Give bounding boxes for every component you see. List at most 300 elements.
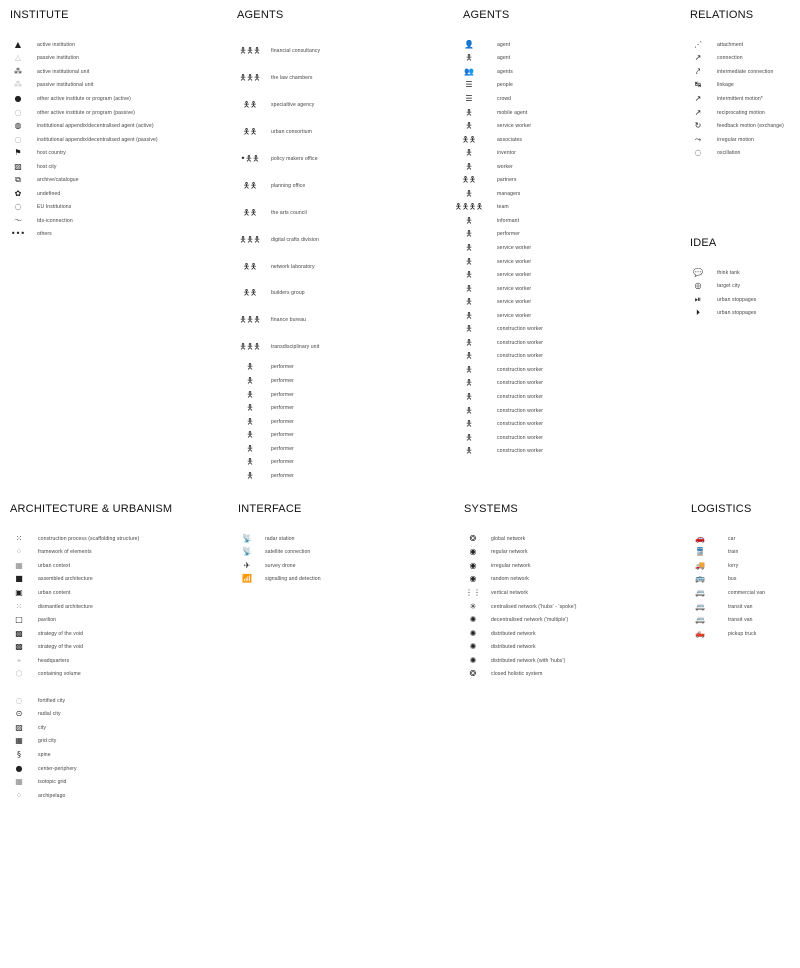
legend-item-institutional-appendix-decentralised-agent-passive xyxy=(10,133,158,147)
center-periphery-icon: ● xyxy=(15,763,23,773)
legend-item-city xyxy=(10,721,77,735)
legend-item-think-tank xyxy=(690,266,756,280)
legend-label: tds-iconnection xyxy=(37,217,73,224)
legend-label: closed holistic system xyxy=(491,671,543,678)
legend-item-headquarters xyxy=(10,654,139,668)
legend-label: performer xyxy=(271,445,294,452)
regular-network-icon: ◉ xyxy=(469,547,477,557)
passive-institutional-unit-icon: ⁂ xyxy=(14,80,22,90)
car-icon: 🚗 xyxy=(695,533,705,543)
urban-stoppages-icon: ⏵ xyxy=(696,308,700,318)
legend-item-people xyxy=(455,79,543,93)
worker-icon: 🯅 xyxy=(465,161,473,171)
distributed-network-icon: ✺ xyxy=(469,628,477,638)
legend-label: pickup truck xyxy=(728,630,757,637)
legend-item-service-worker xyxy=(455,309,543,323)
construction-process-scaffolding-structure-icon: ⁙ xyxy=(15,533,23,543)
construction-worker-icon: 🯅 xyxy=(465,405,473,415)
legend-label: framework of elements xyxy=(38,549,92,556)
spine-icon: § xyxy=(17,749,21,759)
legend-label: passive institutional unit xyxy=(37,82,94,89)
legend-label: containing volume xyxy=(38,671,81,678)
legend-label: urban consortium xyxy=(271,129,312,136)
legend-item-urban-context xyxy=(10,559,139,573)
legend-item-transit-van xyxy=(691,600,765,614)
legend-label: irregular network xyxy=(491,562,531,569)
architecture-list xyxy=(10,532,139,681)
legend-item-distributed-network-with-hubs xyxy=(464,654,577,668)
legend-label: city xyxy=(38,724,47,731)
interface-heading: INTERFACE xyxy=(238,503,302,515)
vertical-network-icon: ⋮⋮ xyxy=(465,587,481,597)
legend-item-survey-drone xyxy=(238,559,321,573)
performer-icon: 🯅 xyxy=(246,470,254,480)
legend-label: specialtive agency xyxy=(271,102,315,109)
legend-item-service-worker xyxy=(455,119,543,133)
radial-city-icon: ⊙ xyxy=(15,709,23,719)
service-worker-icon: 🯅 xyxy=(465,121,473,131)
legend-label: transit van xyxy=(728,617,753,624)
service-worker-icon: 🯅 xyxy=(465,283,473,293)
legend-item-service-worker xyxy=(455,241,543,255)
managers-icon: 🯅 xyxy=(465,188,473,198)
performer-icon: 🯅 xyxy=(246,403,254,413)
legend-item-oscillation xyxy=(690,146,784,160)
signalling-and-detection-icon: 📶 xyxy=(242,574,252,584)
legend-item-performer xyxy=(237,415,320,429)
legend-label: archipelago xyxy=(38,792,66,799)
legend-item-institutional-appendix-decentralised-agent-active xyxy=(10,119,158,133)
connection-icon: ↗ xyxy=(694,53,702,63)
legend-label: service worker xyxy=(497,258,532,265)
legend-label: performer xyxy=(271,459,294,466)
legend-label: urban stoppages xyxy=(717,296,757,303)
interface-list xyxy=(238,532,321,586)
performer-icon: 🯅 xyxy=(246,443,254,453)
pavilion-icon: □ xyxy=(15,615,23,625)
legend-label: intermittent motion* xyxy=(717,95,763,102)
legend-item-fortified-city xyxy=(10,694,77,708)
legend-label: performer xyxy=(271,391,294,398)
legend-label: assembled architecture xyxy=(38,576,93,583)
legend-item-team xyxy=(455,201,543,215)
intermediate-connection-icon: ⤤ xyxy=(695,66,701,76)
archive-catalogue-icon: ⧉ xyxy=(15,175,21,185)
train-icon: 🚆 xyxy=(695,547,705,557)
legend-item-inventor xyxy=(455,146,543,160)
assembled-architecture-icon: ■ xyxy=(15,574,23,584)
global-network-icon: ❂ xyxy=(469,533,477,543)
survey-drone-icon: ✈ xyxy=(243,560,251,570)
host-city-icon: ▨ xyxy=(14,161,22,171)
legend-item-construction-worker xyxy=(455,336,543,350)
the-law-chambers-icon: 🯅🯅🯅 xyxy=(239,73,261,83)
legend-item-construction-worker xyxy=(455,363,543,377)
active-institution-icon: ▲ xyxy=(14,39,22,49)
legend-label: performer xyxy=(271,378,294,384)
agents-people-heading: AGENTS xyxy=(463,9,510,21)
legend-item-performer xyxy=(237,401,320,415)
legend-label: active institutional unit xyxy=(37,68,90,75)
legend-label: institutional appendix/decentralised agent (active) xyxy=(37,123,154,130)
legend-label: service worker xyxy=(497,312,532,319)
legend-item-passive-institution xyxy=(10,52,158,66)
others-icon: ••• xyxy=(10,229,26,239)
legend-item-service-worker xyxy=(455,268,543,282)
legend-item-construction-worker xyxy=(455,417,543,431)
legend-item-specialtive-agency xyxy=(237,92,320,119)
legend-item-isotopic-grid xyxy=(10,775,77,789)
legend-item-other-active-institute-or-program-active xyxy=(10,92,158,106)
institute-heading: INSTITUTE xyxy=(10,9,69,21)
isotopic-grid-icon: ▦ xyxy=(15,777,23,787)
the-arts-council-icon: 🯅🯅 xyxy=(242,207,258,217)
legend-label: construction worker xyxy=(497,353,544,360)
closed-holistic-system-icon: ❂ xyxy=(469,669,477,679)
legend-label: the arts council xyxy=(271,209,307,216)
legend-item-performer xyxy=(237,361,320,375)
legend-label: performer xyxy=(497,231,520,238)
legend-label: construction worker xyxy=(497,448,544,455)
legend-item-decentralised-network-multiple xyxy=(464,613,577,627)
legend-label: distributed network xyxy=(491,630,536,637)
idea-list xyxy=(690,266,756,320)
legend-item-network-laboratory xyxy=(237,253,320,280)
finance-bureau-icon: 🯅🯅🯅 xyxy=(239,315,261,325)
legend-label: agent xyxy=(497,41,511,48)
agents-groups-heading: AGENTS xyxy=(237,9,284,21)
legend-label: service worker xyxy=(497,285,532,292)
people-icon: ☰ xyxy=(465,80,473,90)
legend-item-associates xyxy=(455,133,543,147)
legend-item-service-worker xyxy=(455,255,543,269)
legend-label: performer xyxy=(271,405,294,412)
performer-icon: 🯅 xyxy=(246,389,254,399)
lorry-icon: 🚚 xyxy=(695,560,705,570)
crowd-icon: ☰ xyxy=(465,93,473,103)
legend-item-service-worker xyxy=(455,282,543,296)
legend-item-radar-station xyxy=(238,532,321,546)
legend-label: urban content xyxy=(38,589,71,596)
legend-label: construction worker xyxy=(497,434,544,441)
legend-item-feedback-motion-exchange xyxy=(690,119,784,133)
planning-office-icon: 🯅🯅 xyxy=(242,180,258,190)
agent-icon: 🯅 xyxy=(465,53,473,63)
construction-worker-icon: 🯅 xyxy=(465,419,473,429)
legend-label: construction worker xyxy=(497,366,544,373)
legend-label: agents xyxy=(497,68,513,75)
legend-label: agent xyxy=(497,55,511,62)
institutional-appendix-decentralised-agent-active-icon: ◍ xyxy=(14,121,22,131)
institute-list xyxy=(10,38,158,241)
legend-item-car xyxy=(691,532,765,546)
legend-label: inventor xyxy=(497,150,516,157)
reciprocating-motion-icon: ↗ xyxy=(694,107,702,117)
legend-label: host country xyxy=(37,150,66,157)
legend-label: think tank xyxy=(717,269,740,276)
legend-label: signalling and detection xyxy=(265,576,321,583)
legend-label: active institution xyxy=(37,41,76,48)
construction-worker-icon: 🯅 xyxy=(465,337,473,347)
legend-label: target city xyxy=(717,283,741,290)
other-active-institute-or-program-active-icon: ● xyxy=(14,93,22,103)
legend-label: train xyxy=(728,549,739,556)
legend-item-construction-process-scaffolding-structure xyxy=(10,532,139,546)
logistics-section xyxy=(691,503,796,643)
legend-item-pickup-truck xyxy=(691,627,765,641)
grid-city-icon: ▦ xyxy=(15,736,23,746)
legend-item-construction-worker xyxy=(455,322,543,336)
legend-item-performer xyxy=(237,388,320,402)
legend-item-containing-volume xyxy=(10,667,139,681)
legend-item-crowd xyxy=(455,92,543,106)
legend-label: service worker xyxy=(497,299,532,306)
legend-label: planning office xyxy=(271,182,306,189)
legend-item-informant xyxy=(455,214,543,228)
agents-people-section xyxy=(455,9,675,479)
service-worker-icon: 🯅 xyxy=(465,310,473,320)
associates-icon: 🯅🯅 xyxy=(461,134,477,144)
legend-label: crowd xyxy=(497,95,512,102)
legend-item-active-institutional-unit xyxy=(10,65,158,79)
legend-item-planning-office xyxy=(237,172,320,199)
legend-item-performer xyxy=(237,374,320,388)
undefined-icon: ✿ xyxy=(14,188,22,198)
dismantled-architecture-icon: ⁙ xyxy=(15,601,23,611)
think-tank-icon: 💬 xyxy=(693,267,703,277)
legend-label: radar station xyxy=(265,535,295,542)
legend-item-closed-holistic-system xyxy=(464,667,577,681)
legend-label: institutional appendix/decentralised agent (passive) xyxy=(37,136,158,143)
logistics-heading: LOGISTICS xyxy=(691,503,752,515)
legend-item-dismantled-architecture xyxy=(10,600,139,614)
legend-item-passive-institutional-unit xyxy=(10,79,158,93)
legend-label: financial consultancy xyxy=(271,48,321,55)
legend-item-host-city xyxy=(10,160,158,174)
performer-icon: 🯅 xyxy=(246,416,254,426)
performer-icon: 🯅 xyxy=(246,376,254,385)
other-active-institute-or-program-passive-icon: ○ xyxy=(14,107,22,117)
framework-of-elements-icon: ⁘ xyxy=(15,547,23,557)
legend-item-partners xyxy=(455,173,543,187)
intermittent-motion-icon: ↗ xyxy=(694,93,702,103)
legend-label: EU Institutions xyxy=(37,204,72,211)
construction-worker-icon: 🯅 xyxy=(465,364,473,374)
city-icon: ▨ xyxy=(15,722,23,732)
legend-item-intermittent-motion xyxy=(690,92,784,106)
financial-consultancy-icon: 🯅🯅🯅 xyxy=(239,46,261,56)
partners-icon: 🯅🯅 xyxy=(461,175,477,185)
pickup-truck-icon: 🛻 xyxy=(695,628,705,638)
idea-section xyxy=(690,237,795,327)
legend-label: vertical network xyxy=(491,589,528,596)
legend-label: grid city xyxy=(38,738,57,745)
legend-item-host-country xyxy=(10,146,158,160)
legend-item-reciprocating-motion xyxy=(690,106,784,120)
random-network-icon: ◉ xyxy=(469,574,477,584)
legend-item-others xyxy=(10,228,158,242)
legend-label: partners xyxy=(497,177,517,184)
legend-item-policy-makers-office xyxy=(237,146,320,173)
passive-institution-icon: △ xyxy=(14,53,22,63)
legend-item-performer xyxy=(237,469,320,483)
legend-item-performer xyxy=(455,228,543,242)
legend-item-mobile-agent xyxy=(455,106,543,120)
legend-item-attachment xyxy=(690,38,784,52)
service-worker-icon: 🯅 xyxy=(465,242,473,252)
legend-label: construction worker xyxy=(497,393,544,400)
legend-label: informant xyxy=(497,217,520,224)
strategy-of-the-void-icon: ▩ xyxy=(15,642,23,652)
legend-label: center-periphery xyxy=(38,765,77,772)
agents-icon: 👥 xyxy=(464,66,474,76)
legend-label: centralised network ('hubs' - 'spoke') xyxy=(491,603,577,610)
legend-item-center-periphery xyxy=(10,762,77,776)
legend-label: satellite connection xyxy=(265,549,311,556)
legend-item-vertical-network xyxy=(464,586,577,600)
legend-item-performer xyxy=(237,442,320,456)
logistics-list xyxy=(691,532,765,640)
policy-makers-office-icon: •🯅🯅 xyxy=(240,154,260,163)
legend-label: bus xyxy=(728,576,737,583)
legend-label: dismantled architecture xyxy=(38,603,93,610)
legend-item-construction-worker xyxy=(455,377,543,391)
legend-label: irregular motion xyxy=(717,136,754,143)
legend-item-radial-city xyxy=(10,708,77,722)
target-city-icon: ◎ xyxy=(694,281,702,291)
legend-label: others xyxy=(37,231,52,238)
legend-item-performer xyxy=(237,456,320,470)
legend-item-bus xyxy=(691,573,765,587)
performer-icon: 🯅 xyxy=(246,362,254,372)
legend-item-global-network xyxy=(464,532,577,546)
legend-item-regular-network xyxy=(464,546,577,560)
legend-item-transdisciplinary-unit xyxy=(237,334,320,361)
legend-label: strategy of the void xyxy=(38,630,84,637)
legend-item-lorry xyxy=(691,559,765,573)
legend-label: team xyxy=(497,204,509,211)
legend-item-tds-iconnection xyxy=(10,214,158,228)
legend-item-strategy-of-the-void xyxy=(10,627,139,641)
legend-label: construction worker xyxy=(497,339,544,346)
strategy-of-the-void-icon: ▩ xyxy=(15,628,23,638)
legend-label: oscillation xyxy=(717,150,741,157)
institutional-appendix-decentralised-agent-passive-icon: ○ xyxy=(14,134,22,144)
builders-group-icon: 🯅🯅 xyxy=(242,288,258,298)
satellite-connection-icon: 📡 xyxy=(242,547,252,557)
legend-item-intermediate-connection xyxy=(690,65,784,79)
legend-label: commercial van xyxy=(728,589,766,596)
legend-label: construction worker xyxy=(497,421,544,428)
legend-item-builders-group xyxy=(237,280,320,307)
legend-label: radial city xyxy=(38,711,61,718)
legend-label: performer xyxy=(271,432,294,439)
legend-item-distributed-network xyxy=(464,627,577,641)
systems-section xyxy=(464,503,679,683)
legend-item-the-arts-council xyxy=(237,199,320,226)
legend-label: random network xyxy=(491,576,529,583)
legend-item-performer xyxy=(237,428,320,442)
performer-icon: 🯅 xyxy=(246,430,254,440)
legend-item-commercial-van xyxy=(691,586,765,600)
urban-stoppages-icon: ⏯ xyxy=(694,294,702,304)
legend-label: construction process (scaffolding structure) xyxy=(38,535,140,542)
architecture-heading: ARCHITECTURE & URBANISM xyxy=(10,503,173,515)
legend-item-target-city xyxy=(690,280,756,294)
institute-section xyxy=(10,9,220,239)
legend-label: associates xyxy=(497,136,523,143)
legend-label: fortified city xyxy=(38,697,66,704)
decentralised-network-multiple-icon: ✺ xyxy=(469,615,477,625)
legend-item-centralised-network-hubs-spoke xyxy=(464,600,577,614)
inventor-icon: 🯅 xyxy=(465,148,473,158)
radar-station-icon: 📡 xyxy=(242,533,252,543)
legend-label: construction worker xyxy=(497,407,544,414)
legend-item-service-worker xyxy=(455,295,543,309)
performer-icon: 🯅 xyxy=(465,229,473,239)
legend-label: archive/catalogue xyxy=(37,177,79,184)
legend-label: transit van xyxy=(728,603,753,610)
legend-label: performer xyxy=(271,364,294,371)
urban-consortium-icon: 🯅🯅 xyxy=(242,127,258,137)
legend-label: performer xyxy=(271,472,294,479)
legend-label: other active institute or program (passive) xyxy=(37,109,136,116)
irregular-motion-icon: ⤳ xyxy=(694,134,702,144)
legend-label: isotopic grid xyxy=(38,779,67,786)
service-worker-icon: 🯅 xyxy=(465,270,473,280)
mobile-agent-icon: 🯅 xyxy=(465,107,473,117)
linkage-icon: ↹ xyxy=(694,80,702,90)
legend-item-framework-of-elements xyxy=(10,546,139,560)
legend-item-construction-worker xyxy=(455,350,543,364)
legend-label: worker xyxy=(497,163,513,170)
legend-label: urban stoppages xyxy=(717,310,757,317)
network-laboratory-icon: 🯅🯅 xyxy=(242,261,258,271)
legend-item-worker xyxy=(455,160,543,174)
service-worker-icon: 🯅 xyxy=(465,297,473,307)
agents-groups-list xyxy=(237,38,320,483)
legend-label: digital crafts division xyxy=(271,236,319,243)
bus-icon: 🚌 xyxy=(695,574,705,584)
legend-label: managers xyxy=(497,190,521,197)
legend-label: people xyxy=(497,82,513,89)
relations-heading: RELATIONS xyxy=(690,9,754,21)
distributed-network-with-hubs-icon: ✺ xyxy=(469,655,477,665)
legend-label: spine xyxy=(38,751,51,758)
legend-item-agent xyxy=(455,38,543,52)
legend-label: host city xyxy=(37,163,57,170)
legend-item-connection xyxy=(690,52,784,66)
legend-item-train xyxy=(691,546,765,560)
agents-people-list xyxy=(455,38,543,458)
legend-label: network laboratory xyxy=(271,263,315,270)
legend-item-the-law-chambers xyxy=(237,65,320,92)
legend-label: survey drone xyxy=(265,562,296,569)
legend-item-active-institution xyxy=(10,38,158,52)
feedback-motion-exchange-icon: ↻ xyxy=(694,121,702,131)
construction-worker-icon: 🯅 xyxy=(465,446,473,456)
urban-context-icon: ▦ xyxy=(15,560,23,570)
relations-list xyxy=(690,38,784,160)
digital-crafts-division-icon: 🯅🯅🯅 xyxy=(239,234,261,244)
legend-item-archive-catalogue xyxy=(10,173,158,187)
agent-icon: 👤 xyxy=(464,39,474,49)
legend-item-urban-consortium xyxy=(237,119,320,146)
agents-groups-section xyxy=(237,9,452,479)
legend-item-agents xyxy=(455,65,543,79)
systems-list xyxy=(464,532,577,681)
legend-item-undefined xyxy=(10,187,158,201)
